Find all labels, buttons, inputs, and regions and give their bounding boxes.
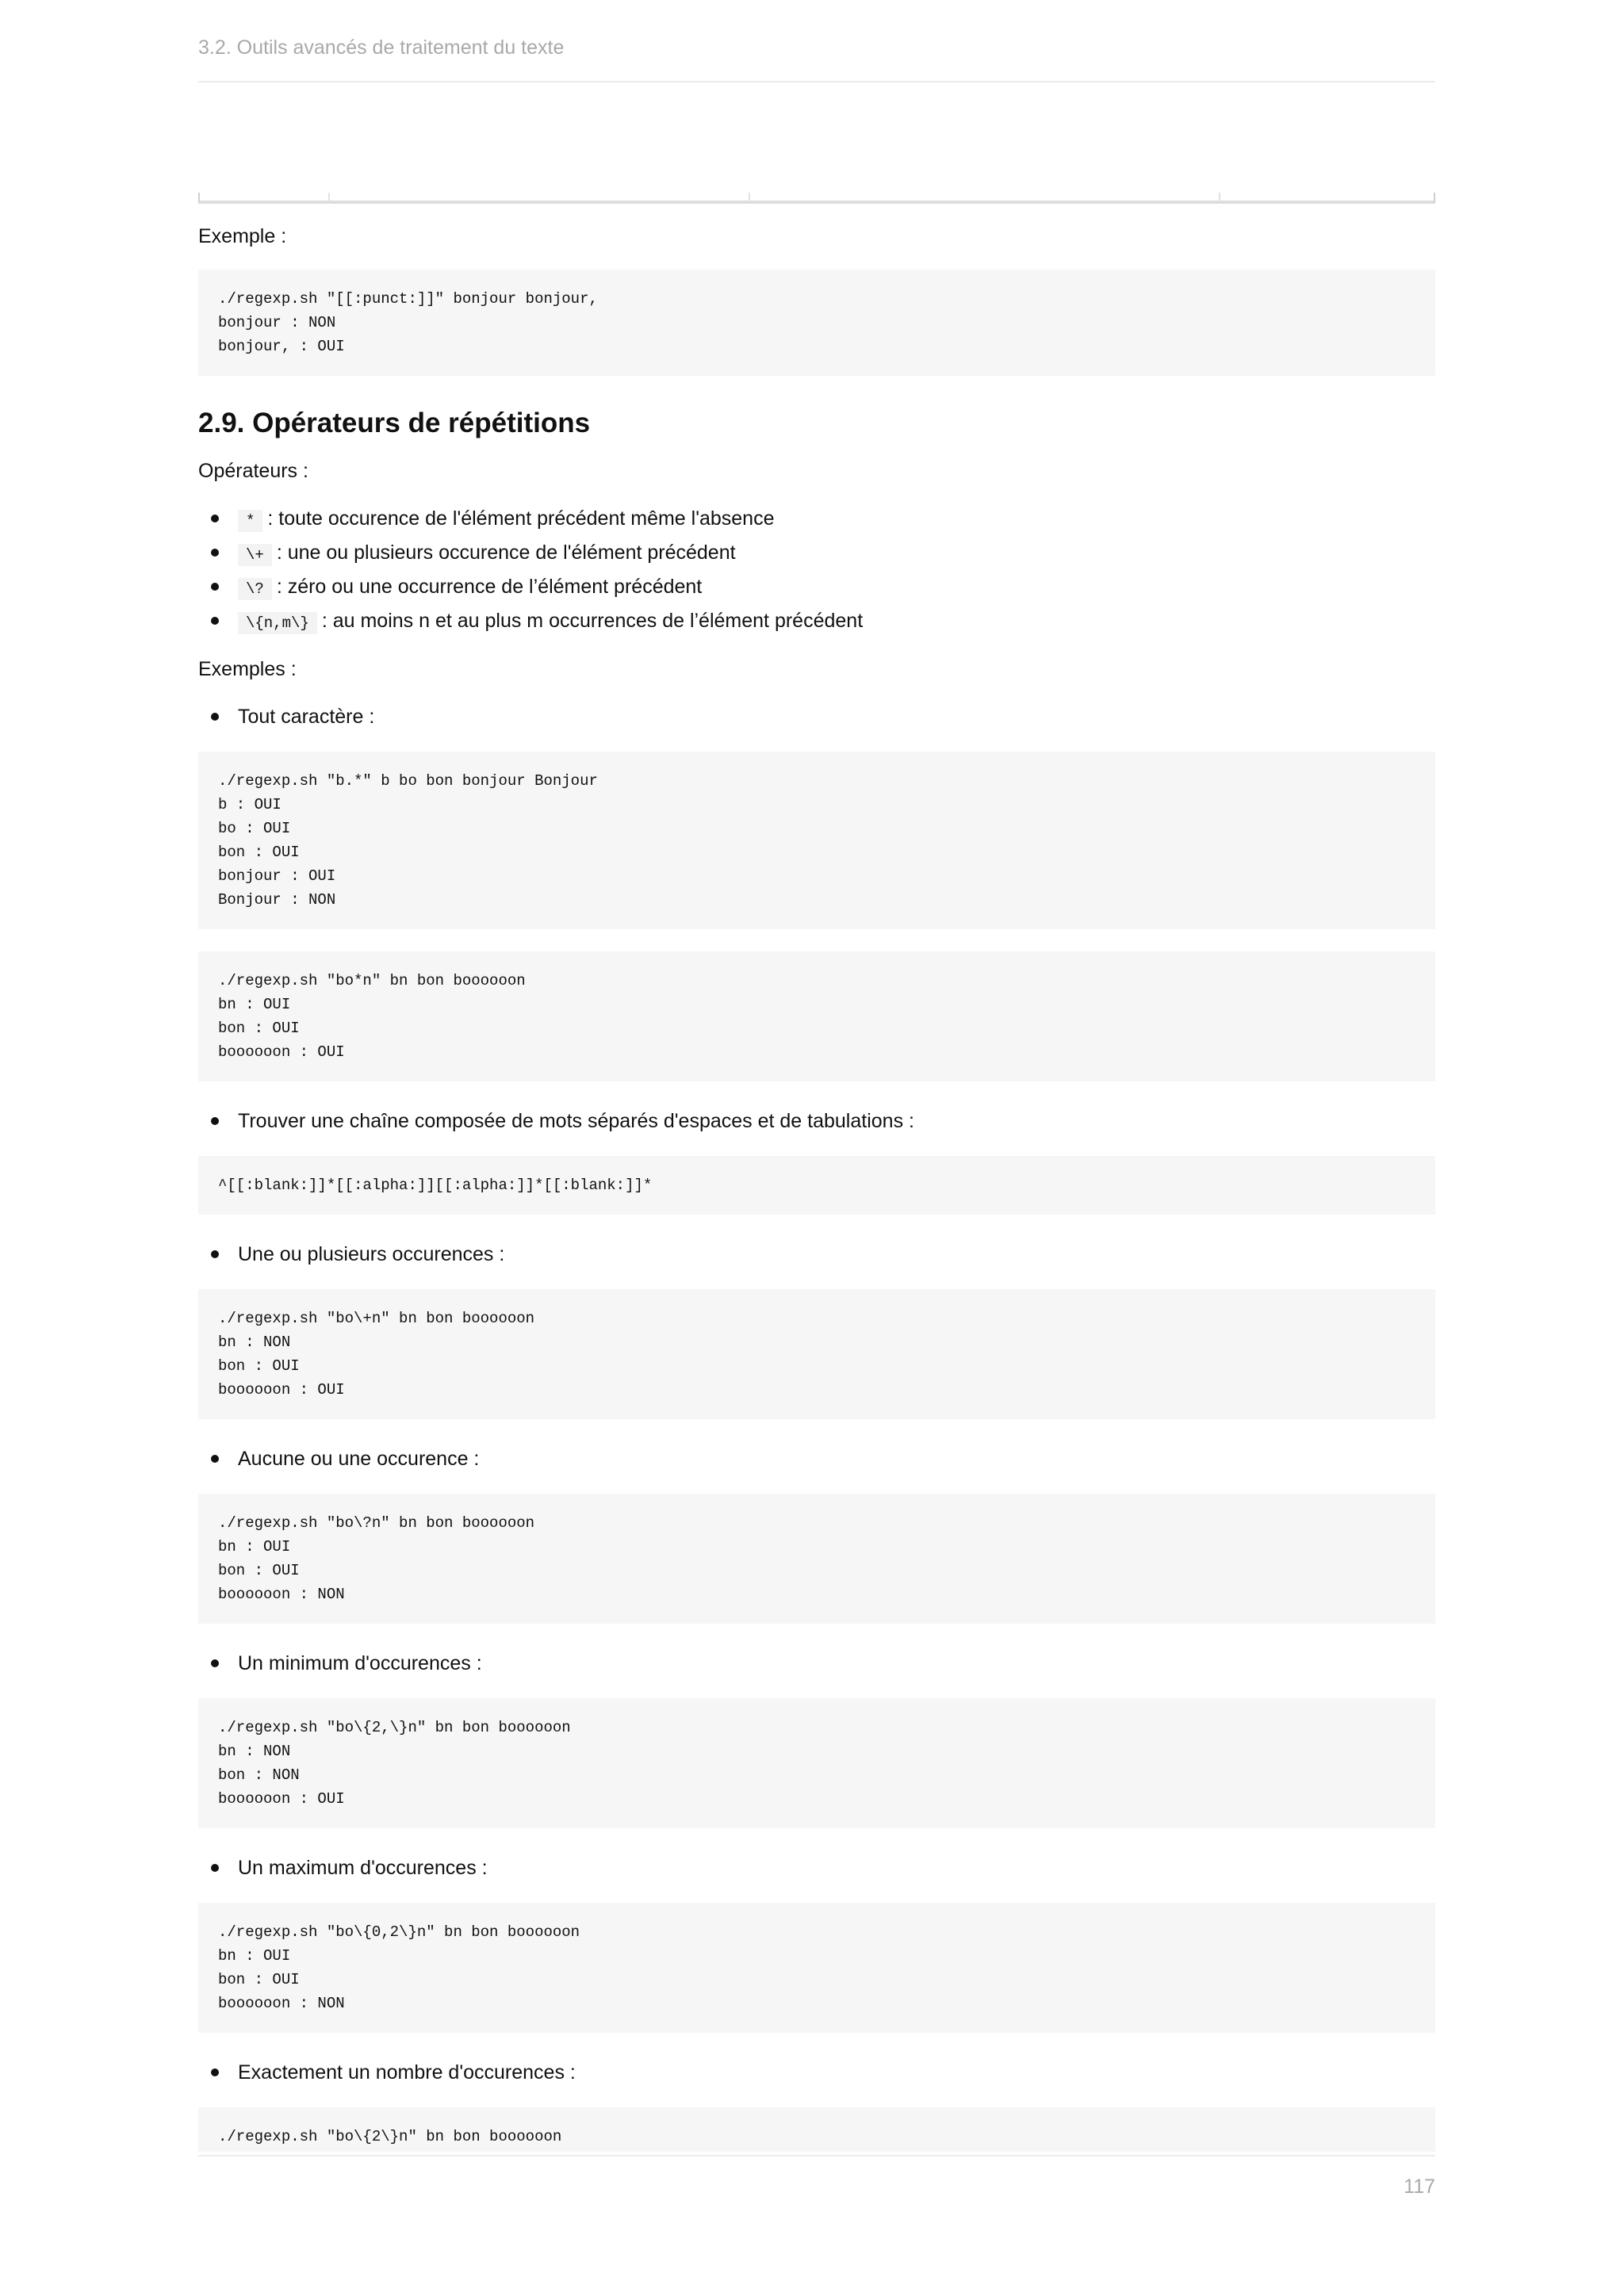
example-list: [198, 2057, 1435, 2088]
example-title: Un minimum d'occurences :: [238, 1652, 482, 1674]
operator-item: [198, 571, 1435, 605]
example-list: [198, 1105, 1435, 1137]
example-list: [198, 1443, 1435, 1475]
example-item: [198, 1238, 1435, 1270]
example-item: [198, 1105, 1435, 1137]
table-column-divider: [328, 193, 330, 202]
example-title: Trouver une chaîne composée de mots séparés d'espaces et de tabulations :: [238, 1110, 914, 1132]
example-item: [198, 1852, 1435, 1884]
operator-description: : toute occurence de l'élément précédent même l'absence: [267, 507, 775, 530]
bullet: [211, 515, 219, 522]
bullet: [211, 1864, 219, 1872]
page-content: [198, 222, 1435, 2152]
bullet: [211, 1455, 219, 1463]
example-item: [198, 1443, 1435, 1475]
bullet: [211, 1659, 219, 1667]
example-title: Un maximum d'occurences :: [238, 1857, 488, 1879]
operator-item: [198, 537, 1435, 571]
example-item: [198, 1647, 1435, 1679]
table-column-divider: [749, 193, 750, 202]
example-title: Aucune ou une occurence :: [238, 1448, 480, 1470]
example-list: [198, 1647, 1435, 1679]
example-list: [198, 701, 1435, 733]
bullet: [211, 617, 219, 625]
example-item: [198, 2057, 1435, 2088]
code-block: ./regexp.sh "bo\{2,\}n" bn bon boooooon bn : NON bon : NON boooooon : OUI: [198, 1698, 1435, 1828]
example-list: [198, 1238, 1435, 1270]
inline-code: \+: [238, 544, 272, 566]
bullet: [211, 1250, 219, 1258]
code-block: ./regexp.sh "bo\{2\}n" bn bon boooooon: [198, 2107, 1435, 2152]
bullet: [211, 2068, 219, 2076]
operator-item: [198, 503, 1435, 537]
bullet: [211, 1117, 219, 1125]
operators-label: Opérateurs :: [198, 460, 308, 482]
examples-label: Exemples :: [198, 658, 297, 680]
example-label: Exemple :: [198, 225, 287, 247]
example-item: [198, 701, 1435, 733]
example-title: Exactement un nombre d'occurences :: [238, 2061, 576, 2084]
bullet: [211, 713, 219, 721]
operators-list: [198, 503, 1435, 639]
footer-divider: [198, 2155, 1435, 2156]
page-number: 117: [1404, 2175, 1435, 2198]
example-title: Tout caractère :: [238, 706, 375, 728]
code-block: ./regexp.sh "bo\?n" bn bon boooooon bn : OUI bon : OUI boooooon : NON: [198, 1494, 1435, 1624]
code-block: ./regexp.sh "bo*n" bn bon boooooon bn : OUI bon : OUI boooooon : OUI: [198, 951, 1435, 1081]
code-block: ./regexp.sh "bo\{0,2\}n" bn bon boooooon bn : OUI bon : OUI boooooon : NON: [198, 1903, 1435, 2033]
bullet: [211, 549, 219, 557]
code-block: ./regexp.sh "[[:punct:]]" bonjour bonjour, bonjour : NON bonjour, : OUI: [198, 270, 1435, 376]
table-bottom-edge: [198, 193, 1435, 204]
example-list: [198, 1852, 1435, 1884]
code-block: ^[[:blank:]]*[[:alpha:]][[:alpha:]]*[[:blank:]]*: [198, 1156, 1435, 1215]
section-heading: 2.9. Opérateurs de répétitions: [198, 408, 591, 438]
bullet: [211, 583, 219, 591]
table-column-divider: [1219, 193, 1220, 202]
operator-item: [198, 605, 1435, 639]
operator-description: : une ou plusieurs occurence de l'élément précédent: [276, 541, 736, 564]
inline-code: \?: [238, 578, 272, 600]
inline-code: *: [238, 510, 262, 532]
operator-description: : zéro ou une occurrence de l’élément précédent: [276, 576, 703, 598]
running-header: 3.2. Outils avancés de traitement du texte: [198, 36, 565, 59]
operator-description: : au moins n et au plus m occurrences de l’élément précédent: [321, 610, 864, 632]
example-title: Une ou plusieurs occurences :: [238, 1243, 505, 1265]
code-block: ./regexp.sh "bo\+n" bn bon boooooon bn : NON bon : OUI boooooon : OUI: [198, 1289, 1435, 1419]
inline-code: \{n,m\}: [238, 612, 317, 634]
header-divider: [198, 81, 1435, 82]
code-block: ./regexp.sh "b.*" b bo bon bonjour Bonjour b : OUI bo : OUI bon : OUI bonjour : OUI Bonjour : NON: [198, 752, 1435, 929]
